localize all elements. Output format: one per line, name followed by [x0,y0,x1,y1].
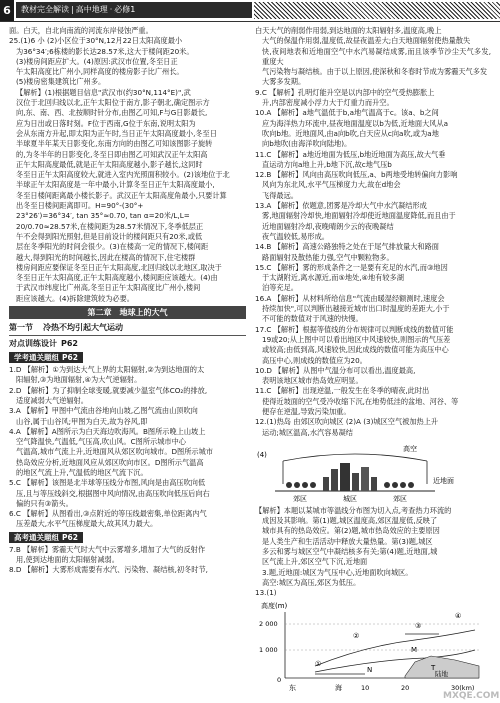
east-label: 东 [289,683,296,692]
text-line: 汉位于北回归线以北,正午太阳位于南方,影子朝北,确定图示方 [16,98,210,108]
text-line: 越大,得到阳光的时间越长,因此在楼高的情况下,住宅楼群 [16,252,196,262]
answer-line: 近地面辐射冷却,夜晚晴朗少云的夜晚凝结 [262,221,394,231]
design-label: 对点训练设计 [9,339,57,349]
circle-label-1: ① [315,659,322,668]
answer-line: 5.C 【解析】该图是北半球等压线分布图,风向是由高压吹向低 [9,478,206,488]
answer-line: 高压中心,则成线的数值应为20。 [262,355,367,365]
answer-line: 使得近坡面的空气受冷收缩下沉,在地势低洼的盆地、河谷、等 [262,396,459,406]
text-line: 出冬至日楼间距离即可。H=90°-(30°+ [16,201,144,211]
point-N: N [367,665,373,674]
answer-line: 12.B 【解析】风向由高压吹向低压,a、b两地受地转偏向力影响 [255,170,458,180]
answer-line: 11.C 【解析】出现逆温,一般发生在冬季的晴夜,此时出 [255,386,430,396]
section-number: 第一节 [9,323,33,333]
advanced-group-page: P62 [62,532,78,542]
text-line: (3)楼房间距应扩大。(4)原因:武汉市位置,冬至日正 [16,56,178,66]
heat-island-svg [255,439,491,505]
header-stripes [254,2,500,19]
circle-label-4: ④ [455,611,462,620]
text-line: 楼房间距应要保证冬至日正午太阳高度,北回归线以北地区,取决于 [16,262,222,272]
design-page: P62 [61,339,78,349]
answer-line: 适度减弱大气逆辐射。 [16,395,88,405]
text-line: 的,为冬半年的日影变化,冬至日即由图乙可知武汉正午太阳高 [16,149,208,159]
answer-line: 7.B 【解析】雾霾天气时大气中云雾增多,增加了大气的反射作 [9,544,206,554]
text-line: 半球正午太阳高度是一年中最小,计算冬至日正午太阳高度最小, [16,180,215,190]
heat-island-diagram [255,439,491,505]
answer-line: 15.C 【解析】雾的形成条件之一是要有充足的水汽,而③地因 [255,262,448,272]
answer-line: 6.C 【解析】从图看出,③点附近的等压线最密集,单位距离内气 [9,509,207,519]
header-title-bar: 教材完全解读 | 高中地理 · 必修1 [16,2,252,18]
question-4-label: (4) [257,450,267,459]
high-altitude-label: 高空 [403,444,417,453]
text-line: 为36°34′;6栋楼的影长达28.57米,这大于楼间距20米。 [16,46,194,56]
page-number: 6 [0,0,14,21]
answer-line: 16.A 【解析】从材料所给信息"气流由暖湿经额测时,速度会 [255,293,445,303]
right-column [255,26,500,701]
answer-line: 偏的只有③箭头。 [16,498,73,508]
text-line: 午不会得到阳光照射,但是目前设计的楼间距只有20米,或低 [16,231,203,241]
text-line: 向,东、南、西、北按顺时针分布,由图乙可知,F与G日影最长, [16,108,208,118]
answer-line: 14.B 【解析】高速公路独特之处在于尾气排放量大和路面 [255,242,439,252]
circle-label-2: ② [353,631,360,640]
answer-line: 【解析】本题以某城市等温线分布图为切入点,考查热力环流的 [255,505,452,515]
answer-line: 12.(1)热岛 由郊区吹向城区 (2)A (3)城区空气被加热上升 [255,417,439,427]
basic-group-page: P62 [62,353,78,363]
text-line: 距应该越大。(4)拆除建筑较为必要。 [16,293,134,303]
text-line: 20/0.70≈28.57米,在楼间距为28.57米情况下,冬季低层正 [16,221,204,231]
suburb-left-label: 郊区 [293,494,307,503]
answer-line: 成因及其影响。第(1)题,城区温度高,郊区温度低,反映了 [262,516,438,526]
land-sea-svg [255,600,500,701]
answer-line: 压,且与等压线斜交,根据图中风向情况,由高压吹向低压后向右 [16,488,210,498]
text-line: 快,夜间地表和近地面空气中水汽易凝结成雾,而且该季节沙尘天气多发,重度大 [262,46,491,66]
text-line: 层在冬季阳光的时间会很少。(3)在楼高一定的情况下,楼间距 [16,242,209,252]
text-line: 冬至日楼间距离最小楼长影子。武汉正午太阳高度角最小,只要计算 [16,190,227,200]
watermark: MXQE.COM [443,690,500,701]
answer-line: 高空:城区为高压,郊区为低压。 [262,577,361,587]
near-surface-label: 近地面 [433,476,454,485]
answer-line: 13.(1) [255,588,277,598]
answer-line: 风向为东北风,水平气压梯度力大,故在d地会 [262,180,401,190]
answer-line: 17.C 【解析】根据等值线的分布规律可以判断成线的数值可能 [255,324,454,334]
answer-line: 不可能的数值对于风速的快慢。 [262,314,363,324]
answer-line: 路面辐射及散热能力强,空气中颗粒物多。 [262,252,394,262]
circle-label-3: ③ [415,621,422,630]
answer-line: 压差最大,水平气压梯度最大,故其风力最大。 [16,519,158,529]
land-sea-breeze-diagram [255,600,500,701]
text-line: 应为日出或日落时刻。F位于西南,G位于东南,说明太阳为 [16,118,196,128]
tick-0: 0 [277,675,282,684]
text-line: 半球夏半年某天日影变化,东南方向的由图乙可知该图影子旋转 [16,139,213,149]
suburb-right-label: 郊区 [393,494,407,503]
text-line: (5)楼房密集建筑比广州多。 [16,77,106,87]
answer-line: 气温高,城市气流上升,近地面风从郊区吹向城市。D图所示城市 [16,447,213,457]
book-volume: 必修1 [114,5,136,14]
upper-flow-arc [283,454,427,461]
text-line: 大气的保温作用弱,温度低,故昼夜温差大;白天地面辐射使热量散失 [262,36,471,46]
trees-left [286,482,316,488]
tick-x10: 10 [361,683,370,692]
text-line: 正午太阳高度最低,就是正午太阳高度越小,影子越长,这同时 [16,159,203,169]
header-rule [0,21,500,22]
point-M: M [411,645,418,654]
text-line: 大雾多发期。 [262,77,306,87]
answer-line: 19或20;从上图中可以看出地区中风速较快,则图示的气压差 [262,334,451,344]
answer-line: 9.C 【解析】孔明灯能升空是以内部中的空气受热膨胀上 [255,87,435,97]
text-line: 冬至日正午太阳高度,正午太阳高度越小,楼间距应该越大。(4)由 [16,273,218,283]
text-line: 白天大气的削弱作用弱,到达地面的太阳辐射多,温度高,晚上 [255,26,442,35]
answer-line: 山谷,属于山谷风;甲图为白天,故为谷风,即 [16,416,148,426]
answer-line: 阳辐射,③为地面辐射,④为大气逆辐射。 [16,375,142,385]
answer-line: 热岛效应分析,近地面风应从郊区吹向市区。D图所示气温高 [16,457,204,467]
text-line: 冬至日正午太阳高度较大,就进入室内光照面积较小。(2)该地位于北 [16,170,230,180]
answer-line: 4.A 【解析】A图所示为白天海边吹海风。B图所示晚上山坡上 [9,426,206,436]
answer-line: 城市具有的热岛效应。第(2)题,城市热岛效应的主要原因 [262,526,440,536]
text-line: 25.(1)6 小 (2)小区位于30°N,12月22日太阳高度最小 [9,36,183,46]
answer-line: 吹向b地。近地面风,由a向b吹,白天应从c向a吹,或为a地 [262,128,439,138]
answer-line: 于太湖附近,离水源近,而⑤地处,④地有较多湖 [262,273,404,283]
answer-line: 区气流上升,郊区空气下沉,近地面 [262,557,368,567]
answer-line: 雾,地面辐射冷却快,地面辐射冷却使近地面温度降低,而且由于 [262,211,456,221]
answer-line: 是人类生产和生活活动中释放大量热量。第(3)题,城区 [262,536,433,546]
book-level: 高中地理 [75,5,108,14]
answer-line: 10.A 【解析】a地气温低于b,a地气温高于c。该a、b之间 [255,108,439,118]
basic-group-label: 学考通关题组 [14,353,59,363]
city-label: 城区 [343,494,357,503]
answer-line: 10.D 【解析】从图中气温分布可以看出,温度最高, [255,365,416,375]
answer-line: 空气降温快,气温低,气压高,吹山风。C图所示城市中心 [16,437,187,447]
tick-1000: 1 000 [259,645,278,654]
city-buildings [323,463,377,491]
answer-line: 2.D 【解析】为了抑制全球变暖,就要减少温室气体CO₂的排放, [9,385,208,395]
answer-line: 3.题,近地面:城区为气压中心,近地面吹向城区。 [262,567,413,577]
section-heading [9,322,246,336]
design-heading [9,338,246,350]
answer-line: 应为海洋热力环流中,昼夜地面温度以b为低,近地面大风从a [262,118,449,128]
answer-line: 多云和雾与城区空气中凝结核多有关;第(4)题,近地面,城 [262,547,438,557]
answer-line: 的地区气流上升,气温低的地区气流下沉。 [16,467,148,477]
text-line: 气污染物与凝结核。由于以上原因,使深秋和冬春时节成为雾霾天气多发 [262,67,488,77]
answer-line: 用,使到达地面的太阳辐射减弱。 [16,555,119,565]
answer-line: 11.C 【解析】a地近地面为低压,b地近地面为高压,故大气垂 [255,149,446,159]
sea-label: 海 [335,683,342,692]
basic-group-bar [9,352,83,363]
height-axis-label: 高度(m) [261,601,288,610]
text-line: 午太阳高度比广州小,同样高度的楼房影子比广州长。 [16,67,184,77]
land-label: 陆地 [435,669,448,678]
answer-line: 8.D 【解析】大雾形成需要有水汽、污染物、凝结核,初冬时节, [9,565,208,575]
answer-line: 夜气温较低,易形成。 [262,231,329,241]
answer-line: 持续加快",可以判断出越接近城市出口时温度的差距大,小于 [262,304,450,314]
tick-x30: 30(km) [451,683,475,692]
answer-line: 升,内部密度减小浮力大于灯重力而升空。 [262,98,394,108]
trees-right [384,482,414,488]
answer-line: 3.A 【解析】甲图中气流由谷地向山坡,乙图气流由山顶吹向 [9,406,198,416]
tick-x20: 20 [401,683,410,692]
text-line: 23°26′)=36°34′, tan 35°≈0.70, tan α=20米/L,L= [16,211,190,221]
section-title: 冷热不均引起大气运动 [43,323,123,333]
answer-line: 运动;城区温高,水汽容易凝结 [262,427,353,437]
text-line: 【解析】(1)根据题目信息"武汉市(约30°N,114°E)",武 [16,87,191,97]
point-T: T [431,663,436,672]
advanced-group-bar [9,532,83,543]
left-column [9,26,246,689]
answer-line: 便存在逆温,导致污染加重。 [262,406,351,416]
answer-line: 向b地吹(由海洋吹向陆地)。 [262,139,352,149]
text-line: 于武汉市纬度比广州高,冬至日正午太阳高度比广州小,楼间 [16,283,201,293]
text-line: 会从东南方升起,即太阳为正午时,当日正午太阳高度最小,冬至日 [16,128,217,138]
answer-line: 泊等充足。 [262,283,298,293]
answer-line: 13.A 【解析】依题意,团雾是冷却大气中水汽凝结形成 [255,201,427,211]
answer-line: 或较高;由低到高,风速较快,因此成线的数值可能为高压中心 [262,345,449,355]
text-line: 面。白天，自北向南流的河流东岸侵蚀严重。 [9,26,153,35]
answer-line: 直运动方向a地上升,b地下沉,故c地气压b [262,159,392,169]
answer-line: 表明该地区城市热岛效应明显。 [262,376,363,386]
answer-line: 1.D 【解析】①为到达大气上界的太阳辐射,②为到达地面的太 [9,365,205,375]
chapter-banner: 第二章 地球上的大气 [9,306,246,319]
answer-line: 飞得最远。 [262,190,298,200]
book-title: 教材完全解读 [21,5,69,14]
page-header [0,0,500,22]
tick-2000: 2 000 [259,619,278,628]
advanced-group-label: 高考通关题组 [14,532,59,542]
